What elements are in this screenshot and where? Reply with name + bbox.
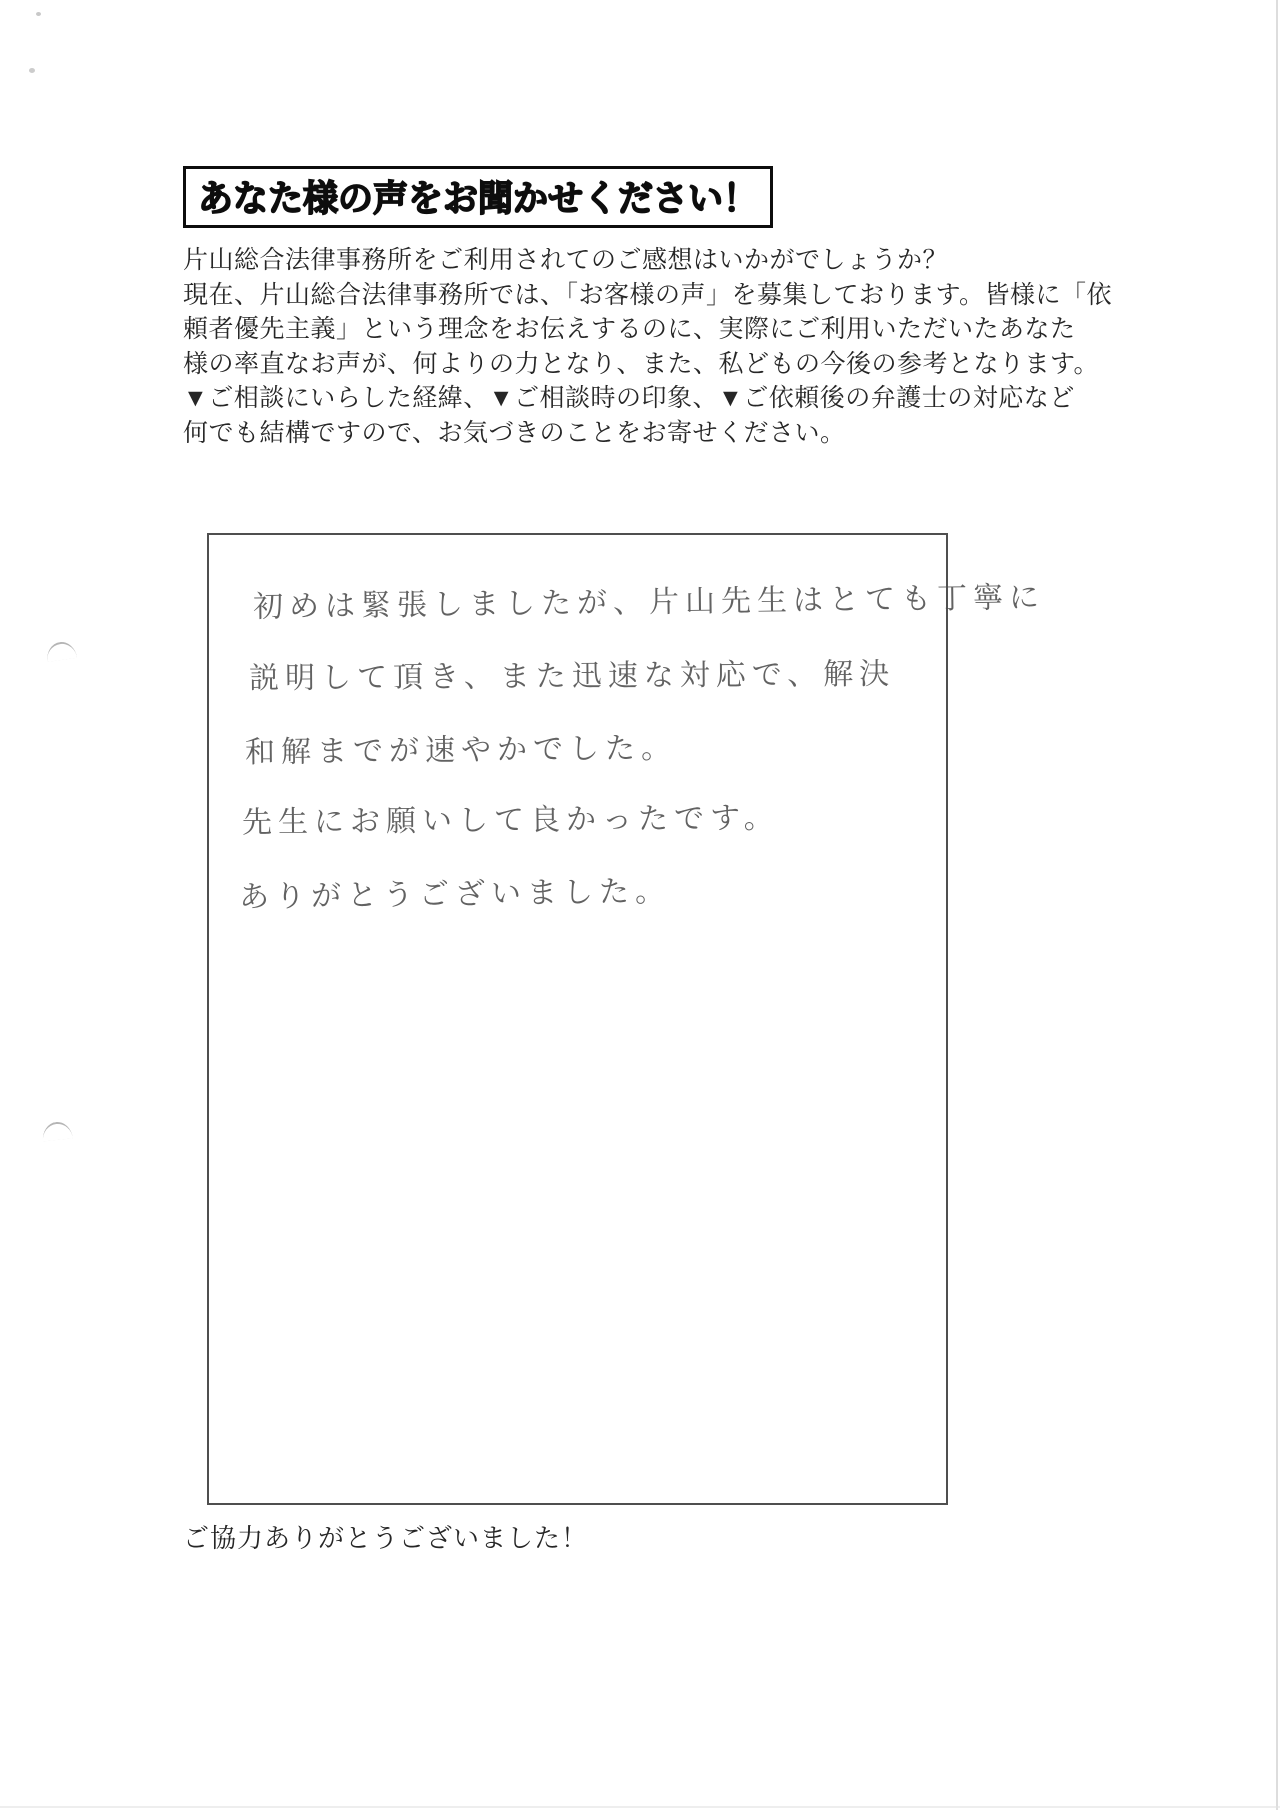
title-box bbox=[183, 166, 773, 228]
punch-hole-mark bbox=[41, 1120, 73, 1141]
intro-line: 何でも結構ですので、お気づきのことをお寄せください。 bbox=[183, 418, 846, 447]
scan-speck bbox=[36, 12, 41, 16]
intro-line: 様の率直なお声が、何よりの力となり、また、私どもの今後の参考となります。 bbox=[183, 349, 1100, 378]
intro-line: ▼ご相談にいらした経緯、▼ご相談時の印象、▼ご依頼後の弁護士の対応など bbox=[183, 384, 1075, 412]
handwritten-line: 先生にお願いして良かったです。 bbox=[241, 800, 780, 841]
intro-paragraph bbox=[183, 243, 1113, 450]
handwritten-line: 説明して頂き、また迅速な対応で、解決 bbox=[248, 656, 896, 697]
scan-edge-right bbox=[1276, 0, 1278, 1810]
intro-line: 頼者優先主義」という理念をお伝えするのに、実際にご利用いただいたあなた bbox=[183, 315, 1076, 343]
scan-speck bbox=[29, 68, 35, 73]
handwritten-line: 和解までが速やかでした。 bbox=[244, 730, 678, 771]
intro-line: 片山総合法律事務所をご利用されてのご感想はいかがでしょうか？ bbox=[183, 246, 949, 274]
page-title: あなた様の声をお聞かせください！ bbox=[198, 178, 759, 219]
handwritten-line: 初めは緊張しましたが、片山先生はとても丁寧に bbox=[252, 580, 1046, 625]
intro-line: 現在、片山総合法律事務所では、「お客様の声」を募集しております。皆様に「依 bbox=[183, 280, 1113, 309]
scan-edge-bottom bbox=[0, 1806, 1280, 1808]
feedback-response-box bbox=[207, 533, 1046, 1505]
handwritten-line: ありがとうございました。 bbox=[238, 873, 672, 916]
closing-thanks-text: ご協力ありがとうございました！ bbox=[183, 1523, 589, 1553]
punch-hole-mark bbox=[45, 640, 77, 662]
